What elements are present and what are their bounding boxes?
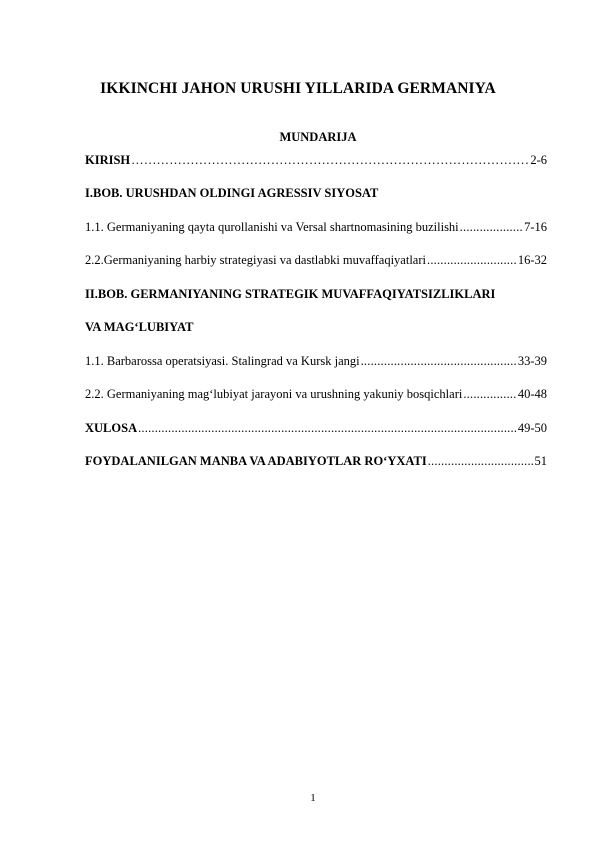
toc-entry-label: 1.1. Barbarossa operatsiyasi. Stalingrad va Kursk jangi	[85, 354, 360, 368]
toc-leader-dots	[361, 354, 517, 369]
toc-entry-label: 1.1. Germaniyaning qayta qurollanishi va Versal shartnomasining buzilishi	[85, 220, 459, 234]
toc-entry-chapter-2[interactable]	[85, 287, 547, 305]
toc-entry-label: VA MAG‘LUBIYAT	[85, 320, 194, 334]
toc-entry-label: KIRISH	[85, 153, 131, 167]
toc-entry-page: 51	[534, 454, 547, 468]
toc-entry-defeat[interactable]	[85, 387, 547, 405]
toc-entry-page: 49-50	[517, 421, 547, 435]
toc-entry-label: 2.2. Germaniyaning mag‘lubiyat jarayoni va urushning yakuniy bosqichlari	[85, 387, 463, 401]
toc-entry-kirish[interactable]	[85, 153, 547, 171]
toc-entry-barbarossa[interactable]	[85, 354, 547, 372]
toc-entry-page: 33-39	[517, 354, 547, 368]
toc-entry-page: 7-16	[524, 220, 547, 234]
toc-entry-page: 40-48	[517, 387, 547, 401]
toc-entry-label: 2.2.Germaniyaning harbiy strategiyasi va dastlabki muvaffaqiyatlari	[85, 253, 426, 267]
document-title: IKKINCHI JAHON URUSHI YILLARIDA GERMANIYA	[100, 80, 496, 97]
toc-entry-label: II.BOB. GERMANIYANING STRATEGIK MUVAFFAQIYATSIZLIKLARI	[85, 287, 496, 301]
toc-entry-label: I.BOB. URUSHDAN OLDINGI AGRESSIV SIYOSAT	[85, 186, 379, 200]
toc-entry-label: XULOSA	[85, 421, 138, 435]
toc-leader-dots	[138, 421, 517, 436]
toc-leader-dots	[463, 387, 516, 402]
toc-entry-chapter-1[interactable]	[85, 186, 547, 204]
toc-entry-label: FOYDALANILGAN MANBA VA ADABIYOTLAR RO‘YXATI	[85, 454, 427, 468]
toc-entry-bibliography[interactable]	[85, 454, 547, 472]
toc-heading: MUNDARIJA	[279, 130, 357, 144]
toc-entry-1-1[interactable]	[85, 220, 547, 238]
toc-leader-dots	[428, 454, 534, 469]
page-number: 1	[310, 792, 316, 804]
toc-entry-xulosa[interactable]	[85, 421, 547, 439]
toc-entry-page: 2-6	[530, 153, 547, 167]
toc-entry-chapter-2-cont[interactable]	[85, 320, 547, 338]
toc-entry-page: 16-32	[517, 253, 547, 267]
toc-leader-dots	[460, 220, 523, 235]
toc-entry-2-2[interactable]	[85, 253, 547, 271]
toc-leader-dots	[131, 153, 529, 168]
toc-leader-dots	[427, 253, 517, 268]
